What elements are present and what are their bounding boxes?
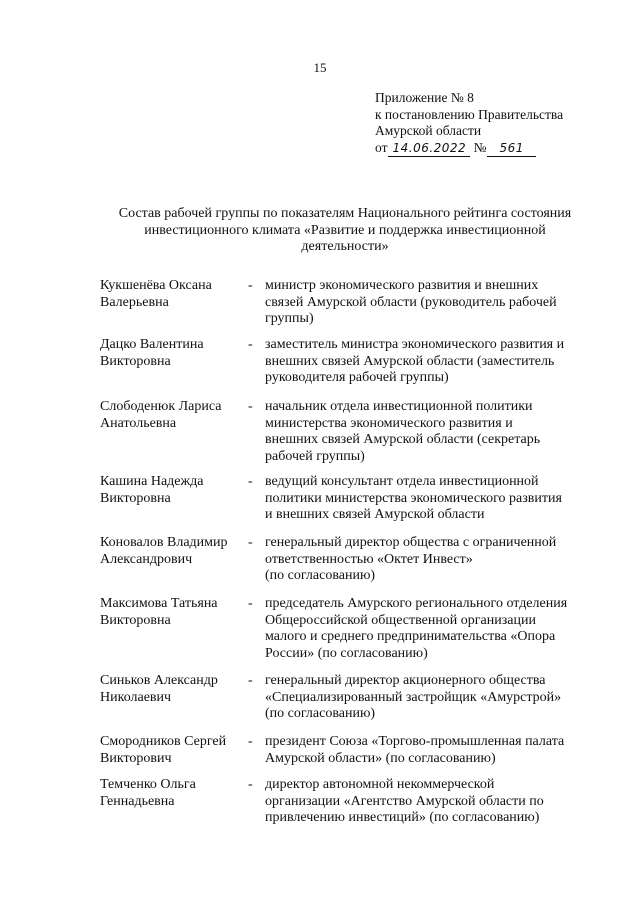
member-role-line: министр экономического развития и внешних — [265, 278, 539, 293]
member-role — [265, 596, 590, 662]
member-role — [265, 777, 590, 827]
member-name-line: Викторовна — [100, 612, 171, 628]
number-handwritten: 561 — [487, 140, 535, 158]
member-role-line: директор автономной некоммерческой — [265, 777, 495, 792]
member-role — [265, 673, 590, 723]
member-name — [100, 474, 240, 507]
title-line-1: Состав рабочей группы по показателям Национального рейтинга состояния — [118, 206, 572, 221]
member-role-line: ведущий консультант отдела инвестиционной — [265, 474, 539, 489]
member-role-line: генеральный директор общества с ограниченной — [265, 535, 557, 550]
member-role-line: внешних связей Амурской области (заместитель — [265, 353, 555, 369]
member-role-line: министерства экономического развития и — [265, 415, 513, 431]
member-role-line: рабочей группы) — [265, 448, 365, 464]
member-name — [100, 777, 240, 810]
member-name-line: Кукшенёва Оксана — [100, 278, 212, 293]
member-dash: - — [248, 399, 253, 414]
member-name-line: Викторовна — [100, 353, 171, 369]
member-name-line: Геннадьевна — [100, 793, 175, 809]
member-role — [265, 535, 590, 585]
member-name — [100, 278, 240, 311]
member-role-line: ответственностью «Октет Инвест» — [265, 551, 473, 567]
member-dash: - — [248, 278, 253, 293]
member-role-line: организации «Агентство Амурской области по — [265, 793, 544, 809]
member-name-line: Слободенюк Лариса — [100, 399, 222, 414]
member-name-line: Кашина Надежда — [100, 474, 204, 489]
member-name-line: Александрович — [100, 551, 193, 567]
member-dash: - — [248, 474, 253, 489]
member-role-line: внешних связей Амурской области (секретарь — [265, 432, 541, 447]
member-dash: - — [248, 734, 253, 749]
member-role-line: заместитель министра экономического развития и — [265, 337, 565, 352]
member-name-line: Темченко Ольга — [100, 777, 196, 792]
member-name — [100, 399, 240, 432]
member-name-line: Валерьевна — [100, 294, 169, 310]
appendix-line-2: к постановлению Правительства — [375, 106, 564, 122]
member-role — [265, 278, 590, 328]
member-role-line: «Специализированный застройщик «Амурстрой» — [265, 689, 562, 705]
member-role-line: России» (по согласованию) — [265, 645, 428, 661]
title-line-3: деятельности» — [301, 239, 389, 254]
member-name-line: Николаевич — [100, 689, 172, 705]
member-role-line: привлечению инвестиций» (по согласованию) — [265, 810, 540, 825]
member-role-line: Амурской области» (по согласованию) — [265, 750, 496, 766]
member-name-line: Синьков Александр — [100, 673, 218, 688]
member-dash: - — [248, 777, 253, 792]
member-role-line: Общероссийской общественной организации — [265, 612, 536, 628]
member-name-line: Смородников Сергей — [100, 734, 227, 749]
title-line-2: инвестиционного климата «Развитие и поддержка инвестиционной — [144, 222, 546, 238]
appendix-header — [375, 90, 563, 157]
number-label: № — [473, 139, 487, 155]
appendix-line-1: Приложение № 8 — [375, 90, 474, 105]
member-role — [265, 474, 590, 524]
member-role-line: группы) — [265, 311, 314, 326]
member-role — [265, 399, 590, 465]
member-role-line: связей Амурской области (руководитель рабочей — [265, 294, 557, 310]
member-role-line: президент Союза «Торгово-промышленная палата — [265, 734, 565, 749]
member-role-line: (по согласованию) — [265, 568, 376, 583]
member-role — [265, 337, 590, 387]
date-handwritten: 14.06.2022 — [388, 140, 470, 158]
member-name — [100, 535, 240, 568]
member-name-line: Максимова Татьяна — [100, 596, 218, 611]
appendix-date-line — [375, 140, 563, 158]
member-name — [100, 734, 240, 767]
member-name-line: Дацко Валентина — [100, 337, 204, 352]
member-role — [265, 734, 590, 767]
member-role-line: политики министерства экономического развития — [265, 490, 562, 506]
member-name — [100, 596, 240, 629]
member-dash: - — [248, 596, 253, 611]
member-role-line: и внешних связей Амурской области — [265, 507, 485, 522]
member-name — [100, 673, 240, 706]
member-dash: - — [248, 337, 253, 352]
member-name-line: Викторовна — [100, 490, 171, 506]
member-role-line: руководителя рабочей группы) — [265, 370, 449, 385]
date-prefix: от — [375, 139, 388, 155]
member-role-line: генеральный директор акционерного общества — [265, 673, 546, 688]
member-name-line: Анатольевна — [100, 415, 177, 431]
member-name — [100, 337, 240, 370]
member-role-line: председатель Амурского регионального отделения — [265, 596, 568, 611]
member-name-line: Коновалов Владимир — [100, 535, 228, 550]
member-dash: - — [248, 535, 253, 550]
appendix-line-3: Амурской области — [375, 123, 482, 138]
member-role-line: малого и среднего предпринимательства «Опора — [265, 629, 556, 644]
member-role-line: (по согласованию) — [265, 706, 376, 721]
page-number: 15 — [313, 60, 327, 75]
document-title — [80, 206, 610, 256]
member-name-line: Викторович — [100, 750, 172, 766]
member-dash: - — [248, 673, 253, 688]
member-role-line: начальник отдела инвестиционной политики — [265, 399, 533, 414]
